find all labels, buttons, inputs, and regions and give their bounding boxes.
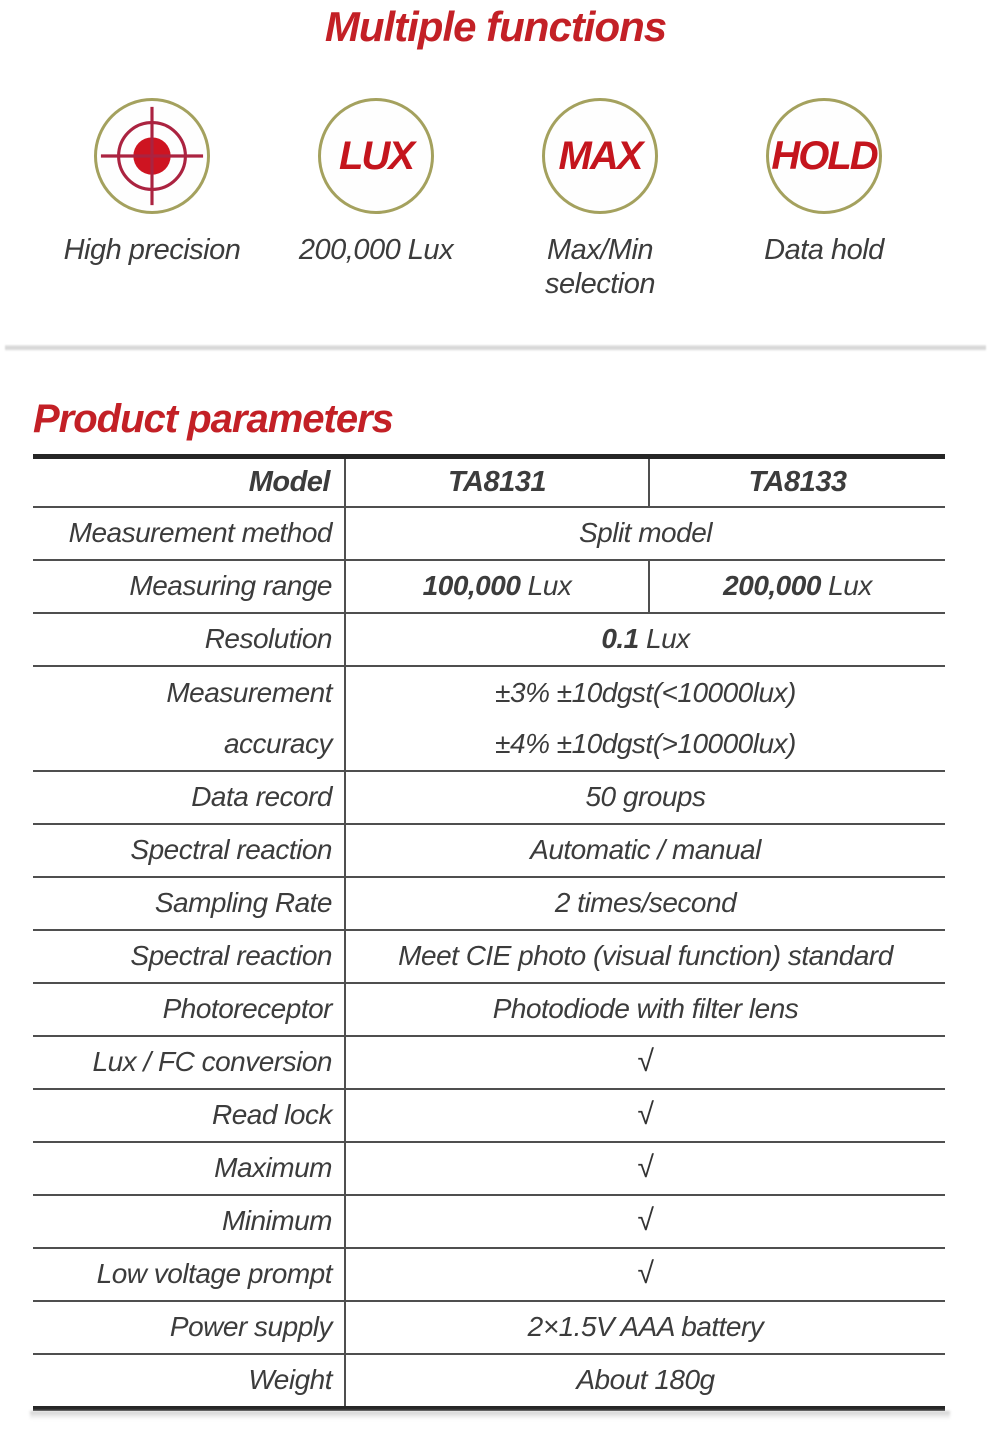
param-value: Meet CIE photo (visual function) standard <box>345 930 945 983</box>
param-value-ta8133 <box>649 560 945 613</box>
feature-label-high-precision: High precision <box>63 234 241 267</box>
table-row <box>33 1142 945 1195</box>
param-label: Lux / FC conversion <box>33 1036 345 1089</box>
param-label: Data record <box>33 771 345 824</box>
table-row <box>33 983 945 1036</box>
param-label: Spectral reaction <box>33 824 345 877</box>
table-row <box>33 930 945 983</box>
param-value: Split model <box>345 507 945 560</box>
param-label: Measurement method <box>33 507 345 560</box>
table-row <box>33 1248 945 1301</box>
table-row <box>33 877 945 930</box>
resolution-value-unit: Lux <box>638 623 690 655</box>
param-label: Low voltage prompt <box>33 1248 345 1301</box>
crosshair-icon <box>97 100 207 212</box>
section-divider <box>5 345 986 351</box>
range-value-unit: Lux <box>820 570 872 602</box>
header-ta8133: TA8133 <box>649 456 945 507</box>
accuracy-label-line2: accuracy <box>223 728 332 760</box>
parameters-table <box>33 454 945 1411</box>
table-row <box>33 507 945 560</box>
feature-high-precision <box>40 98 264 301</box>
feature-label-max-min: Max/Min selection <box>545 234 655 300</box>
table-row <box>33 771 945 824</box>
param-checkmark: √ <box>345 1036 945 1089</box>
param-label: Photoreceptor <box>33 983 345 1036</box>
header-ta8131: TA8131 <box>345 456 649 507</box>
param-checkmark: √ <box>345 1248 945 1301</box>
range-value-number: 200,000 <box>723 570 821 602</box>
accuracy-value-line1: ±3% ±10dgst(<10000lux) <box>495 677 796 709</box>
page-title: Multiple functions <box>324 3 667 50</box>
hold-icon-text: HOLD <box>771 133 877 178</box>
feature-max-min <box>488 98 712 301</box>
table-bottom-shadow <box>30 1411 950 1420</box>
param-value: 2×1.5V AAA battery <box>345 1301 945 1354</box>
feature-label-lux: 200,000 Lux <box>298 234 454 267</box>
param-checkmark: √ <box>345 1195 945 1248</box>
param-label: Sampling Rate <box>33 877 345 930</box>
table-row <box>33 1195 945 1248</box>
table-row <box>33 560 945 613</box>
range-value-unit: Lux <box>520 570 572 602</box>
param-label: Weight <box>33 1354 345 1409</box>
feature-lux-range <box>264 98 488 301</box>
param-value <box>345 613 945 666</box>
table-row <box>33 1354 945 1409</box>
param-label: Power supply <box>33 1301 345 1354</box>
param-value-ta8131 <box>345 560 649 613</box>
hold-icon <box>766 98 882 214</box>
param-value: 50 groups <box>345 771 945 824</box>
param-label: Minimum <box>33 1195 345 1248</box>
param-value <box>345 666 945 771</box>
feature-label-data-hold: Data hold <box>764 234 884 267</box>
param-label: Maximum <box>33 1142 345 1195</box>
param-checkmark: √ <box>345 1089 945 1142</box>
param-label: Read lock <box>33 1089 345 1142</box>
lux-icon-text: LUX <box>339 133 413 178</box>
param-value: Photodiode with filter lens <box>345 983 945 1036</box>
accuracy-value-line2: ±4% ±10dgst(>10000lux) <box>495 728 796 760</box>
param-value: 2 times/second <box>345 877 945 930</box>
lux-icon <box>318 98 434 214</box>
table-header-row <box>33 456 945 507</box>
max-icon <box>542 98 658 214</box>
parameters-title: Product parameters <box>33 396 393 441</box>
param-checkmark: √ <box>345 1142 945 1195</box>
param-value: Automatic / manual <box>345 824 945 877</box>
param-value: About 180g <box>576 1364 715 1396</box>
range-value-number: 100,000 <box>422 570 521 602</box>
param-label: Measuring range <box>33 560 345 613</box>
table-row <box>33 1089 945 1142</box>
table-row <box>33 1036 945 1089</box>
max-icon-text: MAX <box>558 133 642 178</box>
accuracy-label-line1: Measurement <box>166 677 332 709</box>
header-model: Model <box>33 456 345 507</box>
table-row <box>33 824 945 877</box>
table-row <box>33 666 945 771</box>
target-icon <box>94 98 210 214</box>
resolution-value-number: 0.1 <box>601 623 639 655</box>
table-row <box>33 1301 945 1354</box>
feature-data-hold <box>712 98 936 301</box>
features-row <box>40 98 936 301</box>
param-label <box>33 666 345 771</box>
param-label: Spectral reaction <box>33 930 345 983</box>
param-label: Resolution <box>33 613 345 666</box>
table-row <box>33 613 945 666</box>
